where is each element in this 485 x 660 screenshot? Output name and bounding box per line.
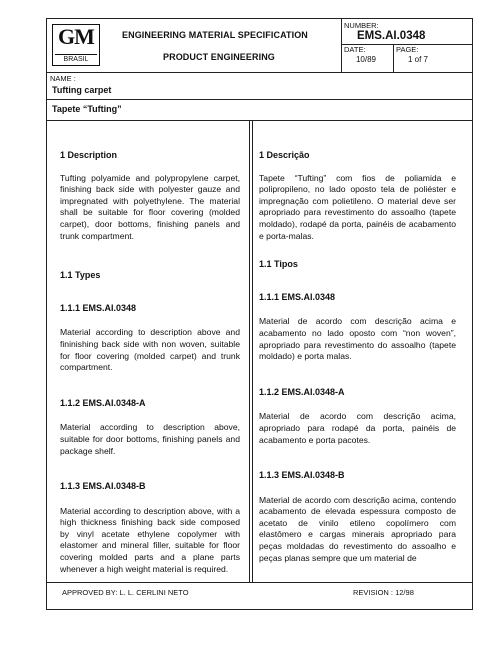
subsection-heading: 1.1.1 EMS.AI.0348 xyxy=(60,302,137,313)
section-heading: 1.1 Tipos xyxy=(259,259,298,270)
description-paragraph: Tufting polyamide and polypropylene carpet, finishing back side with polyester gauze and impregnated with polyethylene. The material shall be suitable for floor covering (molded carpet), door bottoms, finishing panels and trunk compartment. xyxy=(60,172,240,241)
subsection-heading: 1.1.2 EMS.AI.0348-A xyxy=(60,397,146,408)
page-value: 1 of 7 xyxy=(407,55,428,64)
material-name-portuguese: Tapete “Tufting” xyxy=(52,104,122,114)
name-bottom-rule xyxy=(46,120,473,121)
english-column xyxy=(60,150,240,575)
header-bottom-rule xyxy=(46,72,473,73)
revision: REVISION : 12/98 xyxy=(353,588,414,597)
footer-rule xyxy=(46,582,473,583)
date-value: 10/89 xyxy=(355,55,377,64)
description-paragraph: Tapete “Tufting” com fios de poliamida e polipropileno, no lado oposto tela de poliéster e impregnação com polietileno. O material deve ser apropriado para revestimento do assoalho (tapete moldado), rodapé da porta, painéis de acabamento e porta-malas. xyxy=(259,172,456,241)
date-page-divider xyxy=(393,44,394,72)
portuguese-column xyxy=(259,150,456,564)
material-name-english: Tufting carpet xyxy=(52,85,112,95)
type-paragraph: Material de acordo com descrição acima, contendo acabamento de elevada espessura composto de acetato de vinilo etileno copolímero com elastômero e cargas minerais apropriado para peças moldadas do revestimento do assoalho e peças planas sempre que um material de xyxy=(259,494,456,563)
column-divider-left xyxy=(249,120,250,582)
column-divider-right xyxy=(252,120,253,582)
type-paragraph: Material according to description above, suitable for door bottoms, finishing panels and package shelf. xyxy=(60,422,240,456)
section-heading: 1 Descrição xyxy=(259,150,310,160)
section-heading: 1.1 Types xyxy=(60,270,101,281)
subsection-heading: 1.1.2 EMS.AI.0348-A xyxy=(259,386,345,397)
subsection-heading: 1.1.1 EMS.AI.0348 xyxy=(259,291,336,302)
type-paragraph: Material de acordo com descrição acima e acabamento no lado oposto com “non woven”, apropriado para revestimento do assoalho (tapete moldado) e porta malas. xyxy=(259,316,456,362)
spec-title: ENGINEERING MATERIAL SPECIFICATION xyxy=(122,30,308,40)
type-paragraph: Material according to description above and fininishing back side with non woven, suitable for floor covering (molded carpet) and trunk compartment. xyxy=(60,327,240,373)
gm-logo-subtitle: BRASIL xyxy=(55,54,97,64)
header-divider xyxy=(341,18,342,72)
spec-number: EMS.AI.0348 xyxy=(357,30,426,42)
page-label: PAGE: xyxy=(396,45,419,54)
name-rule xyxy=(46,99,473,100)
type-paragraph: Material de acordo com descrição acima, apropriado para rodapé da porta, painéis de acabamento e porta pacotes. xyxy=(259,411,456,445)
subsection-heading: 1.1.3 EMS.AI.0348-B xyxy=(60,481,146,492)
section-heading: 1 Description xyxy=(60,150,118,160)
type-paragraph: Material according to description above, with a high thickness finishing back side composed by vinyl acetate ethylene copolymer with elastomer and mineral filler, suitable for floor covering molded parts and a plane parts whenever a high weight material is required. xyxy=(60,505,240,574)
approved-by: APPROVED BY: L. L. CERLINI NETO xyxy=(62,588,189,597)
gm-logo-mark: GM xyxy=(58,24,94,49)
date-label: DATE: xyxy=(344,45,366,54)
number-label: NUMBER: xyxy=(344,21,379,30)
department-title: PRODUCT ENGINEERING xyxy=(163,52,275,62)
name-label: NAME : xyxy=(50,74,76,83)
subsection-heading: 1.1.3 EMS.AI.0348-B xyxy=(259,470,345,481)
gm-logo xyxy=(52,24,100,66)
